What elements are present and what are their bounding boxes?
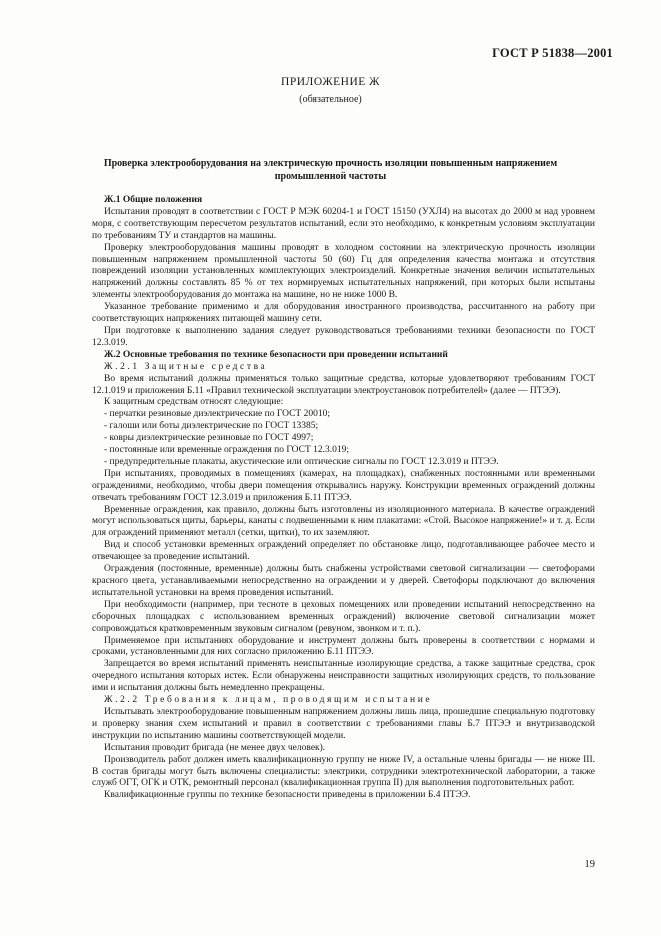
paragraph: Ограждения (постоянные, временные) должны быть снабжены устройствами световой сигнализации — светофорами красного цвета, устанавливаемыми непосредственно на ограждении и у дверей. Светофоры подключают до включения испытательной установки на время проведения испытаний. xyxy=(92,564,595,598)
page-number: 19 xyxy=(584,859,595,870)
paragraph: Проверку электрооборудования машины проводят в холодном состоянии на электрическую прочность изоляции повышенным напряжением промышленной частоты 50 (60) Гц для определения качества монтажа и отсутствия повреждений изоляции установленных комплектующих электроизделий. Конкретные значения величин испытательных напряжений должны составлять 85 % от тех нормируемых испытательных напряжений, при которых были испытаны элементы электрооборудования до монтажа на машине, но не ниже 1000 В. xyxy=(92,242,595,301)
paragraph: Указанное требование применимо и для оборудования иностранного производства, рассчитанного на работу при соответствующих напряжениях питающей машину сети. xyxy=(92,302,595,325)
document-title: Проверка электрооборудования на электрическую прочность изоляции повышенным напряжением промышленной частоты xyxy=(103,158,558,182)
paragraph: Производитель работ должен иметь квалификационную группу не ниже IV, а остальные члены бригады — не ниже III. В состав бригады могут быть включены специалисты: электрики, сотрудники электротехнической лаборатории, а также служб ОГТ, ОГК и ОТК, ремонтный персонал (квалификационная группа II) для выполнения подготовительных работ. xyxy=(92,754,595,789)
appendix-status: (обязательное) xyxy=(299,94,362,105)
subsection-heading-zh21: Ж.2.1 Защитные средства xyxy=(104,361,268,372)
paragraph: Применяемое при испытаниях оборудование и инструмент должны быть проверены в соответствии с нормами и сроками, установленными для них согласно приложению Б.11 ПТЭЭ. xyxy=(92,635,595,658)
list-item: - галоши или боты диэлектрические по ГОСТ 13385; xyxy=(104,421,319,432)
paragraph: Временные ограждения, как правило, должны быть изготовлены из изоляционного материала. В качестве ограждений могут использоваться щиты, барьеры, канаты с подвешенными к ним плакатами: «Стой. Высокое напряжение!» и т. д. Если для ограждений применяют металл (сетки, щитки), то их заземляют. xyxy=(92,504,595,539)
paragraph: Испытания проводит бригада (не менее двух человек). xyxy=(104,742,326,753)
paragraph: При необходимости (например, при тесноте в цеховых помещениях или проведении испытаний непосредственно на сборочных площадках с использованием временных ограждений) включение световой сигнализации может сопровождаться кратковременным звуковым сигналом (ревуном, звонком и т. п.). xyxy=(92,599,595,634)
paragraph: Вид и способ установки временных ограждений определяет по обстановке лицо, подготавливающее рабочее место и отвечающее за проведение испытаний. xyxy=(92,540,595,563)
paragraph: Испытывать электрооборудование повышенным напряжением должны лишь лица, прошедшие специальную подготовку и проверку знания схем испытаний и правил в соответствии с требованиями главы Б.7 ПТЭЭ и внутризаводской инструкции по испытанию машины соответствующей модели. xyxy=(92,706,595,741)
standard-number: ГОСТ Р 51838—2001 xyxy=(492,46,613,60)
list-item: - предупредительные плакаты, акустические или оптические сигналы по ГОСТ 12.3.019 и ПТЭЭ. xyxy=(104,456,499,467)
section-heading-zh1: Ж.1 Общие положения xyxy=(104,195,203,205)
paragraph: Запрещается во время испытаний применять неиспытанные изолирующие средства, а также защитные средства, срок очередного испытания которых истек. Если обнаружены неисправности защитных изолирующих средств, то пользование ими и испытания должны быть немедленно прекращены. xyxy=(92,659,595,694)
subsection-heading-zh22: Ж.2.2 Требования к лицам, проводящим испытание xyxy=(104,695,433,706)
section-heading-zh2: Ж.2 Основные требования по технике безопасности при проведении испытаний xyxy=(104,349,448,360)
document-body xyxy=(92,195,595,802)
paragraph: При подготовке к выполнению задания следует руководствоваться требованиями техники безопасности по ГОСТ 12.3.019. xyxy=(92,325,595,348)
paragraph: Во время испытаний должны применяться только защитные средства, которые удовлетворяют требованиям ГОСТ 12.1.019 и приложения Б.11 «Правил технической эксплуатации электроустановок потребителей» (далее — ПТЭЭ). xyxy=(92,373,595,396)
appendix-title: ПРИЛОЖЕНИЕ Ж xyxy=(281,76,380,88)
paragraph: Квалификационные группы по технике безопасности приведены в приложении Б.4 ПТЭЭ. xyxy=(104,790,471,801)
list-item: - ковры диэлектрические резиновые по ГОСТ 4997; xyxy=(104,433,314,444)
paragraph: Испытания проводят в соответствии с ГОСТ Р МЭК 60204-1 и ГОСТ 15150 (УХЛ4) на высотах до 2000 м над уровнем моря, с соответствующим пересчетом результатов испытаний, если это необходимо, к конкретным условиям эксплуатации по требованиям ТУ и стандартов на машины. xyxy=(92,206,595,241)
list-item: - перчатки резиновые диэлектрические по ГОСТ 20010; xyxy=(104,409,330,420)
paragraph: При испытаниях, проводимых в помещениях (камерах, на площадках), снабженных постоянными или временными ограждениями, необходимо, чтобы двери помещения открывались наружу. Конструкции временных ограждений должны отвечать требованиям ГОСТ 12.3.019 и приложения Б.11 ПТЭЭ. xyxy=(92,468,595,503)
paragraph: К защитным средствам относят следующие: xyxy=(104,397,284,408)
list-item: - постоянные или временные ограждения по ГОСТ 12.3.019; xyxy=(104,445,350,456)
